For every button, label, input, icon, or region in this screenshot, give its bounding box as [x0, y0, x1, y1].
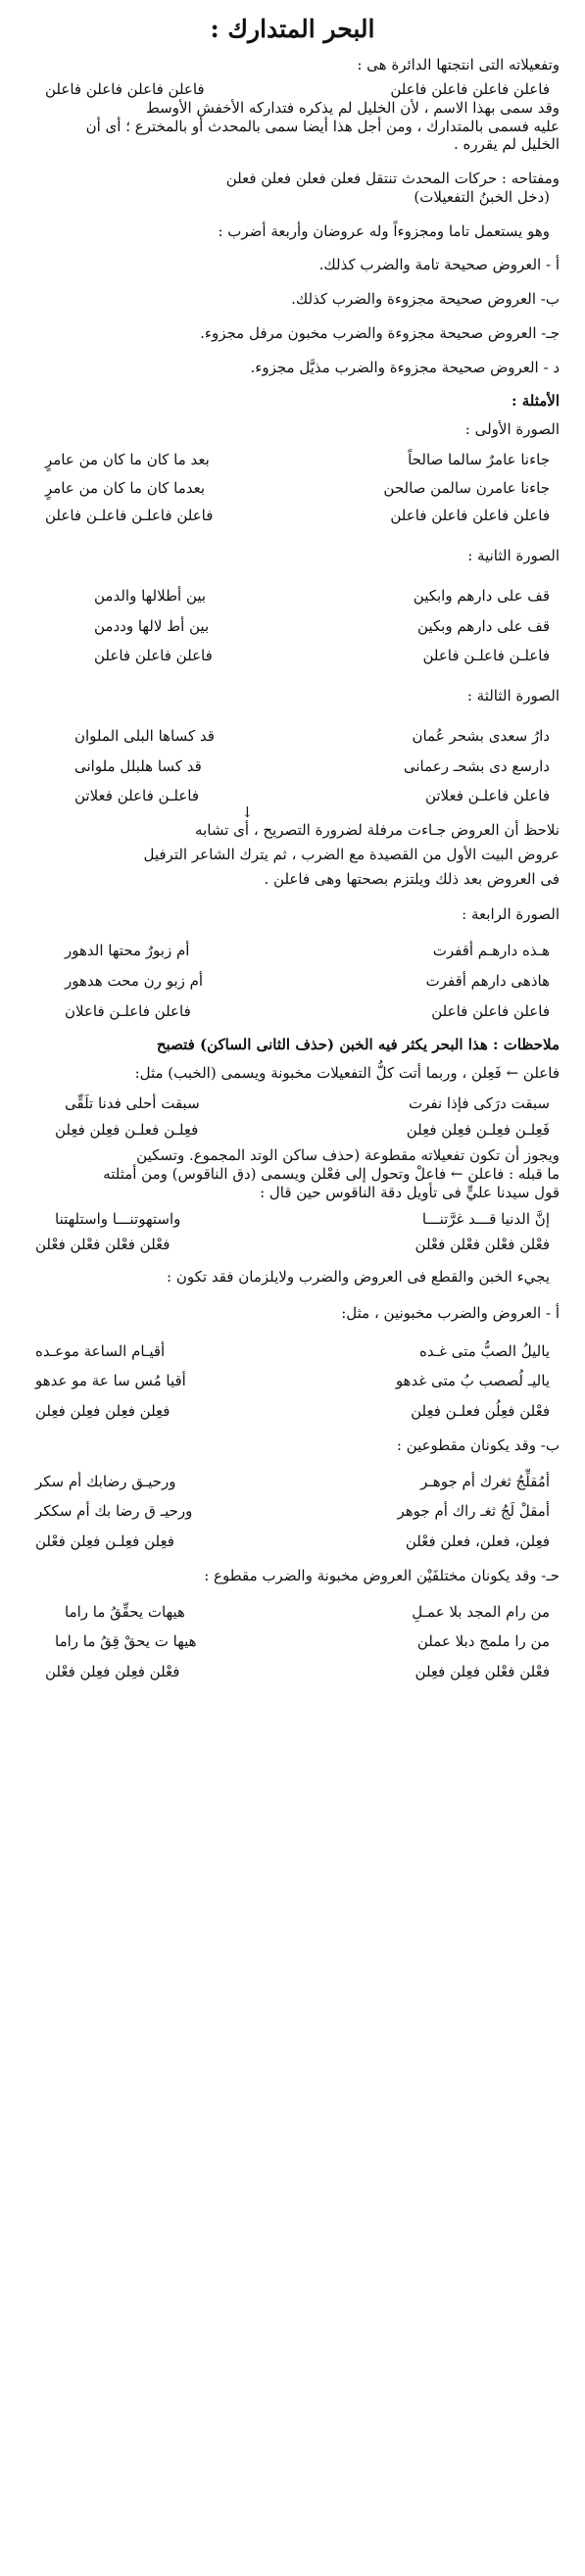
verse-left: فعِلن فعِلن فعِلن فعِلن: [35, 1402, 171, 1420]
verse-row: [25, 1502, 560, 1521]
verse-left: ورحيـ ق رضا بك أم سككر: [35, 1502, 193, 1521]
verse-right: دارسع دى بشحـ رعمانى: [403, 756, 550, 775]
verse-left: أم زبو رن محت هدهور: [65, 971, 204, 990]
form-a: أ - العروض صحيحة تامة والضرب كذلك.: [318, 256, 560, 274]
section-c-verses: [25, 1603, 560, 1681]
verse-left: فاعلـن فاعلن فعلاتن: [74, 787, 200, 805]
section-3-verses: [25, 727, 560, 821]
section-3-heading: الصورة الثالثة :: [466, 687, 560, 705]
section-1-heading: الصورة الأولى :: [464, 420, 560, 438]
verse-row: [25, 1121, 560, 1140]
section-2-verses: [25, 587, 560, 665]
verse-left: فعْلن فعْلن فعْلن فعْلن: [35, 1236, 171, 1254]
verse-right: فاعلن فاعلن فاعلن: [431, 1001, 550, 1020]
verse-left: واستهوتنـــا واستلهتنا: [55, 1209, 181, 1228]
page-title: البحر المتدارك :: [210, 15, 375, 43]
verse-right: إنَّ الدنيا قـــد غرَّتنـــا: [421, 1209, 550, 1228]
section-b-verses: [25, 1473, 560, 1551]
note-line: نلاحظ أن العروض جـاءت مرفلة لضرورة التصريح ، أى تشابه: [195, 821, 560, 839]
section-a-heading: أ - العروض والضرب مخبونين ، مثل:: [341, 1303, 560, 1322]
verse-row: [25, 1632, 560, 1651]
verse-right: فعِلن، فعلن، فعلن فعْلن: [405, 1532, 550, 1550]
verse-left: بعدما كان ما كان من عامرٍ: [45, 478, 206, 497]
verse-right: جاءنا عامرن سالمن صالحن: [383, 478, 550, 497]
verse-right: سبقت درَكى فإذا نفرت: [408, 1094, 550, 1112]
verse-row: [25, 647, 560, 665]
verse-right: من رام المجد بلا عمـلِ: [412, 1602, 550, 1621]
verse-row: [25, 757, 560, 776]
verse-row: [25, 787, 560, 805]
verse-left: فعِلن فعِلـن فعِلن فعْلن: [35, 1532, 174, 1550]
verse-row: [25, 1603, 560, 1622]
verse-row: [25, 1094, 560, 1113]
verse-row: [25, 507, 560, 525]
verse-right: جاءنا عامرٌ سالما صالحاً: [408, 450, 550, 468]
verse-row: [25, 617, 560, 636]
verse-left: فاعلن فاعلـن فاعلان: [65, 1001, 191, 1020]
notes-verses-a: [25, 1094, 560, 1140]
verse-right: فعْلن فعْلن فعِلن فعِلن: [414, 1663, 550, 1680]
taf-left: فاعلن فاعلن فاعلن فاعلن: [45, 80, 205, 98]
verse-right: فَعِلـن فعِلـن فعِلن فعِلن: [406, 1120, 550, 1139]
verse-left: هيها ت يحقْ قِقُ ما راما: [55, 1632, 197, 1651]
verse-row: [25, 1342, 560, 1361]
verse-left: قد كساها البلى الملوان: [74, 726, 215, 745]
form-b: ب- العروض صحيحة مجزوءة والضرب كذلك.: [291, 290, 560, 308]
verse-row: [25, 479, 560, 498]
verse-row: [25, 972, 560, 991]
verse-left: فعْلن فعِلن فعِلن فعْلن: [45, 1663, 180, 1680]
note-line: فى العروض بعد ذلك ويلتزم بصحتها وهى فاعلن .: [264, 869, 560, 888]
verse-row: [25, 1210, 560, 1229]
section-3-note: [25, 821, 560, 888]
section-c-heading: حـ- وقد يكونان مختلفَيْن العروض مخبونة والضرب مقطوع :: [204, 1566, 560, 1584]
section-2-heading: الصورة الثانية :: [467, 547, 560, 564]
verse-right: ياليلُ الصبُّ متى غـده: [418, 1341, 550, 1360]
taf-intro: وتفعيلاته التى انتجتها الدائرة هى :: [357, 56, 560, 74]
verse-right: أمُقلِّجُ ثغرك أم جوهـر: [420, 1472, 550, 1490]
verse-row: [25, 942, 560, 960]
verse-right: فعْلن فعِلُن فعلـن فعِلن: [411, 1402, 550, 1420]
notes-line-1: ملاحظات : هذا البحر يكثر فيه الخبن (حذف الثانى الساكن) فتصبح: [156, 1036, 560, 1054]
verse-right: أمقلْ لَجُ ثغـ راك أم جوهر: [397, 1502, 550, 1521]
verse-row: [25, 1532, 560, 1551]
naming-line-3: الخليل لم يقرره .: [453, 135, 560, 154]
verse-right: قف على دارهم وبكين: [416, 616, 550, 635]
examples-label: الأمثلة :: [511, 392, 560, 411]
note-line: عروض البيت الأول من القصيدة مع الضرب ، ثم يترك الشاعر الترفيل: [143, 845, 560, 863]
verse-left: أقيا مُس سا عة مو عدهو: [35, 1372, 186, 1390]
verse-right: من را ملمج دبلا عملن: [416, 1632, 550, 1651]
verse-right: قف على دارهم وابكين: [413, 586, 550, 605]
verse-right: فاعلن فاعلـن فعلاتن: [424, 787, 550, 805]
verse-left: سبقت أحلى فدنا تلَقِّى: [65, 1094, 200, 1112]
verse-left: بعد ما كان ما كان من عامرٍ: [45, 450, 210, 468]
section-4-heading: الصورة الرابعة :: [462, 905, 560, 924]
notes-line-2: فاعلن ← فَعِلن ، وربما أتت كلُّ التفعيلات مخبونة ويسمى (الخبب) مثل:: [134, 1064, 560, 1082]
notes-line-4: ما قبله : فاعلن ← فاعلْ وتحول إلى فعْلن ويسمى (دق الناقوس) ومن أمثلته: [103, 1165, 560, 1183]
verse-row: [25, 1236, 560, 1254]
verse-right: فاعلـن فاعلـن فاعلن: [422, 647, 550, 665]
verse-row: [25, 1663, 560, 1681]
key-line-2: (دخل الخبنُ التفعيلات): [414, 187, 550, 206]
section-4-verses: [25, 942, 560, 1020]
verse-left: بين أطلالها والدمن: [94, 586, 207, 605]
section-b-heading: ب- وقد يكونان مقطوعين :: [396, 1435, 560, 1454]
verse-left: قد كسا هلبلل ملوانى: [74, 756, 202, 775]
verse-right: هاذهى دارهم أقفرت: [425, 971, 550, 990]
verse-row: [25, 1402, 560, 1421]
naming-line-2: عليه فسمى بالمتدارك ، ومن أجل هذا أيضا سمى بالمحدث أو بالمخترع ؛ أى أن: [85, 117, 560, 135]
verse-row: [25, 727, 560, 746]
verse-left: هيهات يحقِّقُ ما راما: [65, 1602, 185, 1621]
key-line-1: ومفتاحه : حركات المحدث تنتقل فعلن فعلن فعلن فعلن: [225, 170, 560, 187]
verse-left: أم زبورٌ محتها الدهور: [65, 942, 190, 959]
verse-right: فعْلن فعْلن فعْلن فعْلن: [414, 1236, 550, 1254]
verse-row: [25, 451, 560, 469]
notes-line-5: قول سيدنا عليٍّ فى تأويل دقة الناقوس حين قال :: [260, 1183, 560, 1201]
section-1-verses: [25, 451, 560, 525]
naming-line-1: وقد سمى بهذا الاسم ، لأن الخليل لم يذكره فتداركه الأخفش الأوسط: [145, 98, 560, 117]
verse-row: [25, 1473, 560, 1491]
notes-line-6: يجيء الخبن والقطع فى العروض والضرب ولايلزمان فقد تكون :: [167, 1268, 550, 1286]
form-d: د - العروض صحيحة مجزوءة والضرب مذيَّل مجزوء.: [250, 358, 560, 376]
notes-line-3: ويجوز أن تكون تفعيلاته مقطوعة (حذف ساكن الوتد المجموع. وتسكين: [136, 1146, 560, 1165]
verse-left: فاعلن فاعلن فاعلن: [94, 647, 213, 665]
verse-left: ورحيـق رضابك أم سكر: [35, 1472, 176, 1490]
verse-right: فاعلن فاعلن فاعلن فاعلن: [390, 507, 550, 525]
down-arrow-icon: ↓: [241, 803, 254, 821]
verse-row: [25, 1372, 560, 1390]
verse-left: فاعلن فاعلـن فاعلـن فاعلن: [45, 507, 214, 525]
verse-right: دارُ سعدى بشحر عُمان: [412, 726, 550, 745]
verse-left: بين أط لالها وددمن: [94, 616, 210, 635]
verse-left: أقيـام الساعة موعـده: [35, 1341, 166, 1360]
verse-row: [25, 587, 560, 606]
verse-right: ياليـ لُصصب بُ متى غدهو: [395, 1372, 550, 1390]
form-c: جـ- العروض صحيحة مجزوءة والضرب مخبون مرفل مجزوء.: [200, 323, 560, 342]
taf-right: فاعلن فاعلن فاعلن فاعلن: [390, 80, 550, 98]
taf-row: [25, 80, 560, 99]
section-a-verses: [25, 1342, 560, 1421]
verse-right: هـذه دارهـم أقفرت: [432, 942, 550, 959]
usage-line: وهو يستعمل تاما ومجزوءاً وله عروضان وأربعة أضرب :: [218, 221, 550, 240]
verse-left: فعِلـن فعلـن فعِلن فعِلن: [55, 1120, 199, 1139]
verse-row: [25, 1002, 560, 1021]
notes-verses-b: [25, 1210, 560, 1255]
